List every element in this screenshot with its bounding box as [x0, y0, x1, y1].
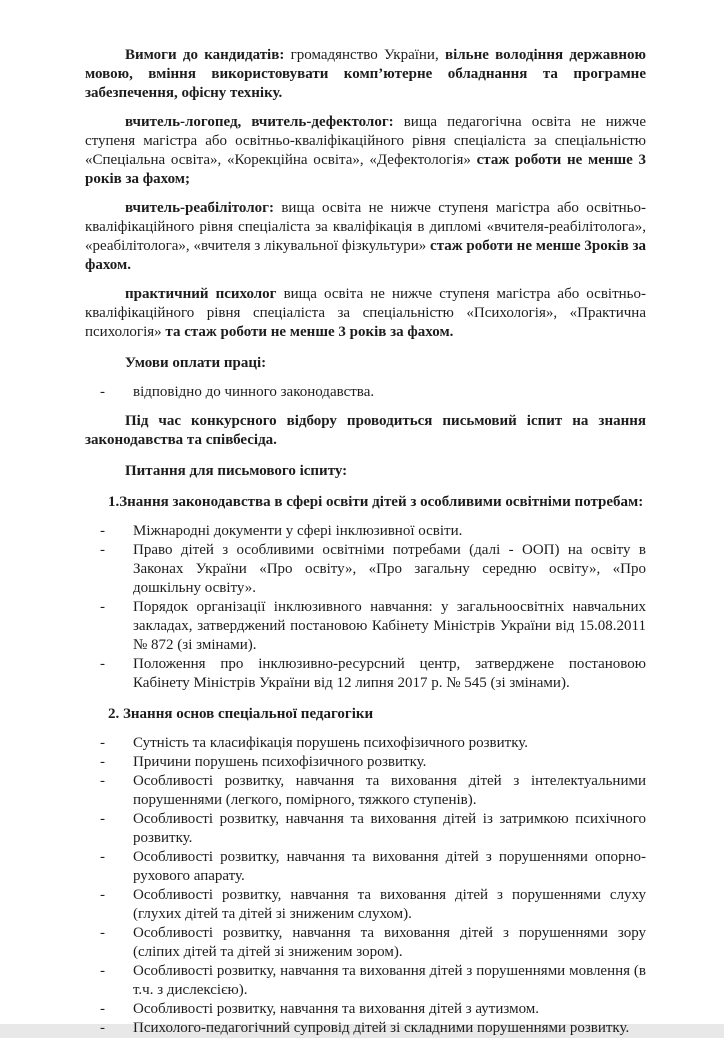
list-item	[85, 810, 646, 848]
text-run: відповідно до чинного законодавства.	[133, 384, 375, 400]
text-run: Особливості розвитку, навчання та виховання дітей з порушеннями зору (сліпих дітей та дітей зі зниженим зором).	[133, 925, 646, 960]
text-run: вища освіта не нижче ступеня магістра або освітньо-кваліфікаційного рівня спеціаліста за спеціальністю «Психологія», «Практична психологія»	[85, 286, 646, 340]
text-run: вільне володіння державною мовою, вміння використовувати комп’ютерне обладнання та програмне забезпечення, офісну техніку.	[85, 47, 646, 101]
text-run: 2. Знання основ спеціальної педагогіки	[108, 706, 374, 722]
list-dash-marker: -	[100, 773, 105, 789]
list-item-text	[133, 734, 646, 753]
list-item-text	[133, 924, 646, 962]
section-heading	[85, 462, 646, 481]
list-dash-marker: -	[100, 735, 105, 751]
list-dash-marker: -	[100, 656, 105, 672]
list-item	[85, 541, 646, 598]
text-run: вища педагогічна освіта не нижче ступеня магістра або освітньо-кваліфікаційного рівня спеціаліста за спеціальністю «Спеціальна освіта», «Корекційна освіта», «Дефектологія»	[85, 114, 646, 168]
text-run: вчитель-логопед, вчитель-дефектолог:	[125, 114, 404, 130]
list-dash-marker: -	[100, 925, 105, 941]
list-item-text	[133, 962, 646, 1000]
list-item	[85, 772, 646, 810]
text-run: Особливості розвитку, навчання та виховання дітей з аутизмом.	[133, 1001, 540, 1017]
text-run: Особливості розвитку, навчання та виховання дітей з порушеннями мовлення (в т.ч. з дислексією).	[133, 963, 646, 998]
dash-list	[85, 522, 646, 693]
list-item	[85, 848, 646, 886]
list-item-text	[133, 598, 646, 655]
list-item-text	[133, 753, 646, 772]
text-run: громадянство України,	[290, 47, 445, 63]
list-dash-marker: -	[100, 754, 105, 770]
list-item	[85, 924, 646, 962]
list-dash-marker: -	[100, 542, 105, 558]
text-run: Особливості розвитку, навчання та виховання дітей з порушеннями опорно-рухового апарату.	[133, 849, 646, 884]
text-run: Порядок організації інклюзивного навчання: у загальноосвітніх навчальних закладах, затверджений постановою Кабінету Міністрів України від 15.08.2011 № 872 (зі змінами).	[133, 599, 646, 653]
section-heading	[85, 354, 646, 373]
list-item-text	[133, 848, 646, 886]
list-item-text	[133, 541, 646, 598]
list-dash-marker: -	[100, 1020, 105, 1036]
list-dash-marker: -	[100, 599, 105, 615]
paragraph	[85, 199, 646, 275]
text-run: вища освіта не нижче ступеня магістра або освітньо-кваліфікаційного рівня спеціаліста за кваліфікація в дипломі «вчителя-реабілітолога», «реабілітолога», «вчителя з лікувальної фізкультури»	[85, 200, 647, 254]
list-dash-marker: -	[100, 811, 105, 827]
list-item	[85, 886, 646, 924]
text-run: Умови оплати праці:	[125, 355, 267, 371]
list-dash-marker: -	[100, 887, 105, 903]
text-run: Психолого-педагогічний супровід дітей зі складними порушеннями розвитку.	[133, 1020, 630, 1036]
list-item	[85, 383, 646, 402]
document-content	[85, 46, 646, 1038]
list-item	[85, 962, 646, 1000]
numbered-section-heading	[108, 493, 646, 512]
numbered-section-heading	[108, 705, 646, 724]
text-run: стаж роботи не менше 3років за фахом.	[85, 238, 646, 273]
text-run: Положення про інклюзивно-ресурсний центр, затверджене постановою Кабінету Міністрів України від 12 липня 2017 р. № 545 (зі змінами).	[133, 656, 646, 691]
list-item-text	[133, 772, 646, 810]
text-run: вчитель-реабілітолог:	[125, 200, 282, 216]
list-item	[85, 655, 646, 693]
list-item	[85, 598, 646, 655]
text-run: Міжнародні документи у сфері інклюзивної освіти.	[133, 523, 463, 539]
paragraph	[85, 285, 646, 342]
text-run: Особливості розвитку, навчання та виховання дітей з порушеннями слуху (глухих дітей та дітей зі зниженим слухом).	[133, 887, 646, 922]
list-item-text	[133, 1019, 646, 1038]
list-dash-marker: -	[100, 849, 105, 865]
list-dash-marker: -	[100, 384, 105, 400]
list-item-text	[133, 886, 646, 924]
list-item-text	[133, 383, 646, 402]
paragraph	[85, 113, 646, 189]
dash-list	[85, 734, 646, 1038]
dash-list	[85, 383, 646, 402]
list-dash-marker: -	[100, 963, 105, 979]
list-item-text	[133, 1000, 646, 1019]
paragraph	[85, 412, 646, 450]
text-run: Сутність та класифікація порушень психофізичного розвитку.	[133, 735, 529, 751]
list-item	[85, 1000, 646, 1019]
text-run: Право дітей з особливими освітніми потребами (далі - ООП) на освіту в Законах України «Про освіту», «Про загальну середню освіту», «Про дошкільну освіту».	[133, 542, 646, 596]
text-run: Під час конкурсного відбору проводиться письмовий іспит на знання законодавства та співбесіда.	[85, 413, 646, 448]
list-item-text	[133, 810, 646, 848]
text-run: та стаж роботи не менше 3 років за фахом.	[165, 324, 454, 340]
list-item	[85, 1019, 646, 1038]
text-run: Питання для письмового іспиту:	[125, 463, 348, 479]
list-item	[85, 734, 646, 753]
list-item	[85, 522, 646, 541]
text-run: Особливості розвитку, навчання та виховання дітей із затримкою психічного розвитку.	[133, 811, 646, 846]
list-item	[85, 753, 646, 772]
text-run: практичний психолог	[125, 286, 284, 302]
text-run: Причини порушень психофізичного розвитку.	[133, 754, 427, 770]
text-run: Вимоги до кандидатів:	[125, 47, 291, 63]
list-item-text	[133, 522, 646, 541]
list-dash-marker: -	[100, 1001, 105, 1017]
text-run: стаж роботи не менше 3 років за фахом;	[85, 152, 646, 187]
list-dash-marker: -	[100, 523, 105, 539]
paragraph	[85, 46, 646, 103]
text-run: Особливості розвитку, навчання та виховання дітей з інтелектуальними порушеннями (легкого, помірного, тяжкого ступенів).	[133, 773, 646, 808]
text-run: 1.Знання законодавства в сфері освіти дітей з особливими освітніми потребам:	[108, 494, 644, 510]
list-item-text	[133, 655, 646, 693]
